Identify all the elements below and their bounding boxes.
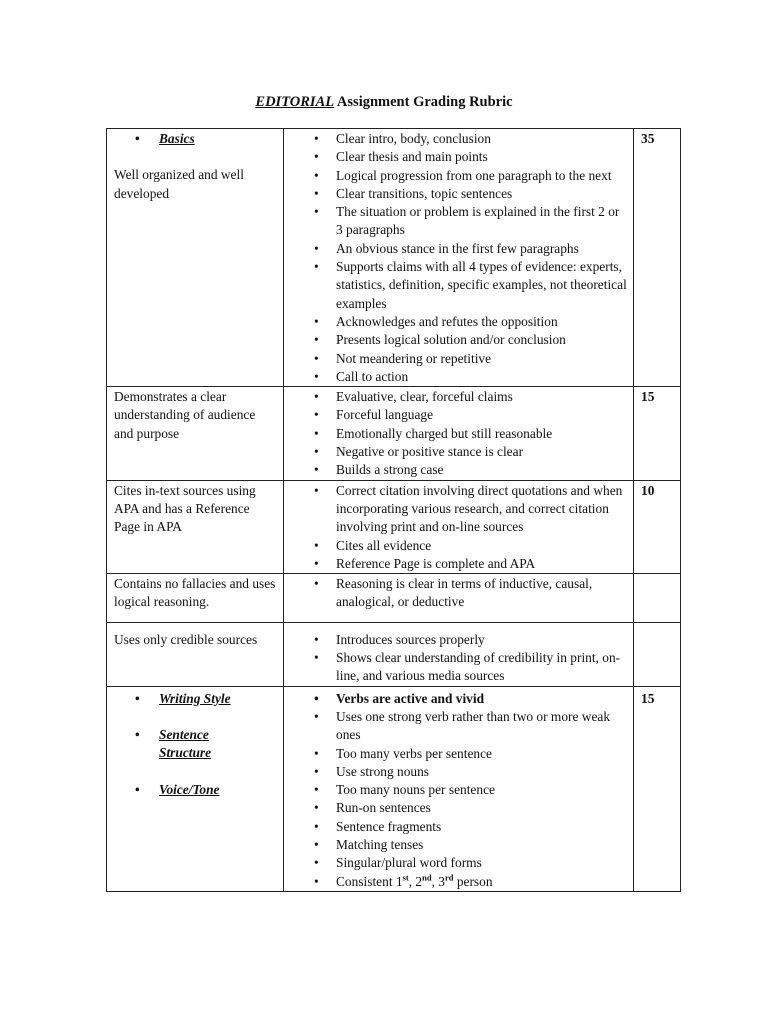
rubric-table: [106, 128, 681, 892]
criteria-text: Well organized and well developed: [114, 167, 244, 201]
rubric-row: [107, 622, 681, 686]
list-item: • Logical progression from one paragraph to the next: [284, 167, 629, 185]
list-item: • Call to action: [284, 368, 629, 386]
list-item: • Not meandering or repetitive: [284, 350, 629, 368]
list-item: • Too many verbs per sentence: [284, 745, 629, 763]
list-item: • Too many nouns per sentence: [284, 781, 629, 799]
descriptor-cell: [284, 387, 634, 480]
list-item: • Presents logical solution and/or conclusion: [284, 331, 629, 349]
list-item: • Singular/plural word forms: [284, 854, 629, 872]
list-item: • The situation or problem is explained in the first 2 or 3 paragraphs: [284, 203, 629, 240]
list-item: • An obvious stance in the first few paragraphs: [284, 240, 629, 258]
descriptor-cell: [284, 622, 634, 686]
list-item: • Forceful language: [284, 406, 629, 424]
criteria-cell: [107, 686, 284, 891]
page-title: [0, 94, 768, 111]
list-item: • Evaluative, clear, forceful claims: [284, 388, 629, 406]
criteria-text: Uses only credible sources: [114, 631, 258, 647]
list-item: • Sentence fragments: [284, 818, 629, 836]
points-cell: 15: [634, 387, 681, 480]
rubric-row: [107, 686, 681, 891]
list-item: • Introduces sources properly: [284, 631, 629, 649]
criteria-heading: • Sentence Structure: [114, 726, 229, 763]
criteria-cell: [107, 574, 284, 623]
list-item: • Reasoning is clear in terms of inductive, causal, analogical, or deductive: [284, 575, 629, 612]
list-item: • Matching tenses: [284, 836, 629, 854]
descriptor-cell: [284, 129, 634, 387]
list-item: • Verbs are active and vivid: [284, 690, 629, 708]
points-cell: 10: [634, 480, 681, 573]
rubric-row: [107, 129, 681, 387]
list-item: • Use strong nouns: [284, 763, 629, 781]
criteria-heading: • Voice/Tone: [114, 781, 277, 799]
criteria-cell: [107, 129, 284, 387]
descriptor-cell: [284, 480, 634, 573]
criteria-heading: • Basics: [114, 130, 277, 148]
list-item: • Cites all evidence: [284, 537, 629, 555]
list-item: • Clear intro, body, conclusion: [284, 130, 629, 148]
rubric-row: [107, 387, 681, 480]
list-item: • Acknowledges and refutes the opposition: [284, 313, 629, 331]
criteria-heading: • Writing Style: [114, 690, 277, 708]
criteria-cell: [107, 622, 284, 686]
points-cell: 35: [634, 129, 681, 387]
criteria-text: Cites in-text sources using APA and has a Reference Page in APA: [114, 482, 256, 535]
rubric-row: [107, 480, 681, 573]
points-cell: [634, 574, 681, 623]
points-cell: 15: [634, 686, 681, 891]
list-item: • Uses one strong verb rather than two or more weak ones: [284, 708, 629, 745]
list-item: • Correct citation involving direct quotations and when incorporating various research, and correct citation involving print and on-line sources: [284, 482, 629, 537]
descriptor-cell: [284, 574, 634, 623]
criteria-cell: [107, 480, 284, 573]
list-item: • Clear transitions, topic sentences: [284, 185, 629, 203]
list-item: • Shows clear understanding of credibility in print, on-line, and various media sources: [284, 649, 629, 686]
list-item: • Supports claims with all 4 types of evidence: experts, statistics, definition, specific examples, not theoretical examples: [284, 258, 629, 313]
list-item: • Reference Page is complete and APA: [284, 555, 629, 573]
points-cell: [634, 622, 681, 686]
list-item: • Builds a strong case: [284, 461, 629, 479]
descriptor-cell: [284, 686, 634, 891]
criteria-text: Contains no fallacies and uses logical reasoning.: [114, 576, 276, 610]
list-item: • Consistent 1st, 2nd, 3rd person: [284, 873, 629, 891]
list-item: • Clear thesis and main points: [284, 148, 629, 166]
title-rest: Assignment Grading Rubric: [334, 94, 513, 110]
list-item: • Run-on sentences: [284, 799, 629, 817]
title-emphasis: EDITORIAL: [255, 94, 335, 110]
rubric-row: [107, 574, 681, 623]
criteria-cell: [107, 387, 284, 480]
criteria-text: Demonstrates a clear understanding of audience and purpose: [114, 389, 256, 441]
list-item: • Negative or positive stance is clear: [284, 443, 629, 461]
list-item: • Emotionally charged but still reasonable: [284, 425, 629, 443]
